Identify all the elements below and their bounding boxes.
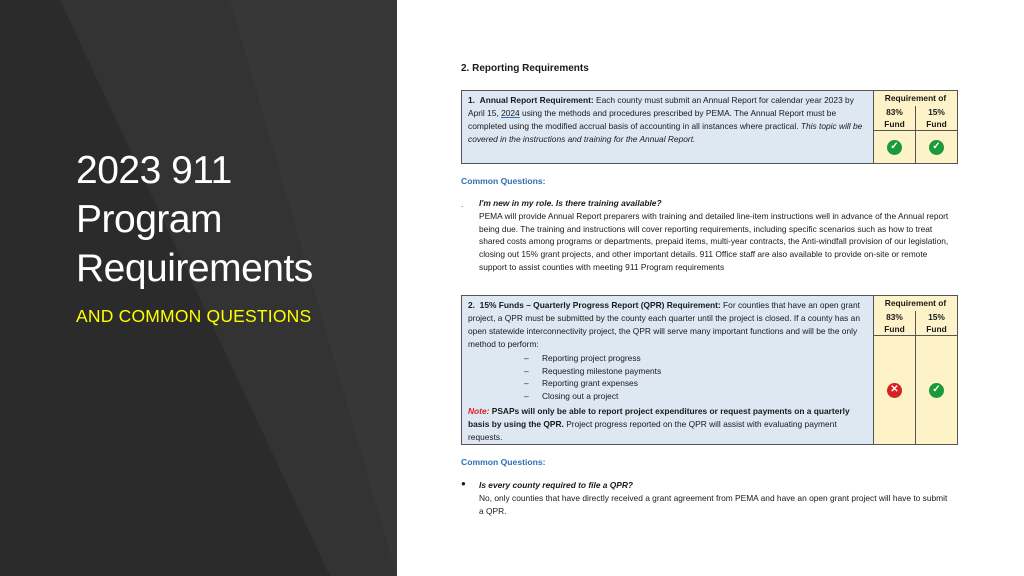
answer: PEMA will provide Annual Report preparers with training and detailed line-item instructions well in advance of the Annual report being due. The training and instructions will cover reporting requirements, including specific scenarios such as how to treat shared costs among programs or departments, prepaid items, multi-year contracts, the Anti-windfall provision of our legislation, closing out 15% grant projects, and other important details. 911 Office staff are also available to provide on-site or remote support to assist counties with meeting 911 Program requirements [479, 211, 949, 272]
check-circle-icon: ✓ [929, 140, 944, 155]
slide-subtitle: AND COMMON QUESTIONS [76, 306, 312, 326]
list-item: – Closing out a project [524, 390, 869, 403]
common-questions-heading: Common Questions: [461, 457, 546, 467]
fund-status [874, 336, 957, 444]
title-panel [0, 0, 397, 576]
fund-header-title: Requirement of [884, 298, 947, 308]
requirement-fund-column [874, 91, 957, 163]
title-line: Requirements [76, 247, 313, 290]
question: I'm new in my role. Is there training available? [479, 198, 662, 208]
question: Is every county required to file a QPR? [479, 480, 634, 490]
x-circle-icon: ✕ [887, 383, 902, 398]
slide-title [76, 146, 386, 293]
qpr-requirement-box [461, 295, 958, 445]
fund-label: Fund [884, 324, 905, 334]
note-label: Note: [468, 406, 490, 417]
requirement-label: 15% Funds – Quarterly Progress Report (QPR) Requirement: [479, 300, 721, 310]
check-circle-icon: ✓ [929, 383, 944, 398]
title-line: 2023 911 [76, 149, 232, 192]
requirement-fund-column [874, 296, 957, 444]
fund-status [874, 131, 957, 163]
section-heading: 2. Reporting Requirements [461, 63, 589, 74]
annual-report-requirement-box [461, 90, 958, 164]
requirement-label: Annual Report Requirement: [479, 95, 594, 105]
note [468, 405, 869, 444]
fund-83-label: 83% [886, 312, 903, 322]
requirement-text [462, 91, 874, 163]
list-item: – Requesting milestone payments [524, 365, 869, 378]
fund-15-label: 15% [928, 312, 945, 322]
title-line: Program [76, 198, 223, 241]
function-list [524, 352, 869, 404]
common-questions-heading: Common Questions: [461, 176, 546, 186]
requirement-body: Each county must submit an Annual Report for calendar year 2023 by April 15, [468, 95, 854, 118]
note-text: Project progress reported on the QPR will assist with evaluating payment requests. [468, 419, 837, 443]
requirement-number: 1. [468, 95, 475, 105]
fund-label: Fund [926, 324, 947, 334]
requirement-body: using the methods and procedures prescribed by PEMA. The Annual Report must be completed using the modified accrual basis of accounting in all instances where practical. [468, 107, 837, 131]
fund-label: Fund [884, 119, 905, 129]
list-item: – Reporting project progress [524, 352, 869, 365]
bullet-mark: ● [461, 479, 466, 488]
requirement-italic: This topic will be covered in the instructions and training for the Annual Report. [468, 120, 863, 144]
requirement-number: 2. [468, 300, 475, 310]
check-circle-icon: ✓ [887, 140, 902, 155]
fund-15-label: 15% [928, 107, 945, 117]
document-area [397, 0, 1024, 576]
requirement-body: For counties that have an open grant project, a QPR must be submitted by the county each quarter until the project is closed. If a county has an open statewide interconnectivity project, the QPR will serve many important functions and will be the only method to perform: [468, 300, 860, 349]
fund-header-title: Requirement of [884, 93, 947, 103]
fund-header [874, 91, 957, 131]
answer: No, only counties that have directly received a grant agreement from PEMA and have an open grant project will have to submit a QPR. [479, 493, 948, 516]
requirement-year: 2024 [501, 107, 520, 118]
fund-header [874, 296, 957, 336]
fund-label: Fund [926, 119, 947, 129]
bullet-mark: . [461, 200, 464, 209]
list-item: – Reporting grant expenses [524, 377, 869, 390]
note-bold: PSAPs will only be able to report project expenditures or request payments on a quarterly basis by using the QPR. [468, 406, 850, 430]
requirement-text [462, 296, 874, 444]
fund-83-label: 83% [886, 107, 903, 117]
